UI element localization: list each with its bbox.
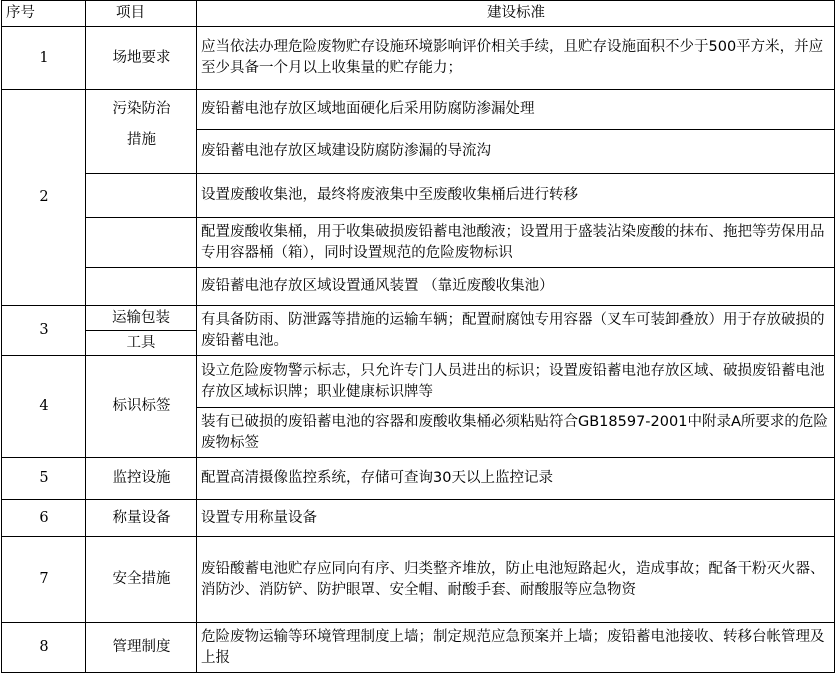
row-standard: 危险废物运输等环境管理制度上墙；制定规范应急预案并上墙；废铅蓄电池接收、转移台帐管理及上报	[197, 623, 835, 673]
row-standard: 废铅蓄电池存放区域地面硬化后采用防腐防渗漏处理	[197, 90, 835, 130]
table-row	[2, 500, 835, 537]
row-standard: 有具备防雨、防泄露等措施的运输车辆；配置耐腐蚀专用容器（叉车可装卸叠放）用于存放破损的废铅蓄电池。	[197, 306, 835, 356]
row-standard: 废铅蓄电池存放区域设置通风装置 （靠近废酸收集池）	[197, 268, 835, 306]
row-item: 措施	[86, 130, 197, 174]
table-row	[2, 27, 835, 90]
header-standard: 建设标准	[197, 1, 835, 27]
row-item-empty	[86, 218, 197, 268]
row-standard: 废铅酸蓄电池贮存应同向有序、归类整齐堆放，防止电池短路起火，造成事故；配备干粉灭火器、消防沙、消防铲、防护眼罩、安全帽、耐酸手套、耐酸服等应急物资	[197, 537, 835, 623]
row-number: 2	[2, 90, 86, 306]
row-standard: 配置废酸收集桶，用于收集破损废铅蓄电池酸液；设置用于盛装沾染废酸的抹布、拖把等劳保用品专用容器桶（箱），同时设置规范的危险废物标识	[197, 218, 835, 268]
row-standard: 配置高清摄像监控系统，存储可查询30天以上监控记录	[197, 458, 835, 500]
row-standard: 设置专用称量设备	[197, 500, 835, 537]
row-item: 场地要求	[86, 27, 197, 90]
row-item: 称量设备	[86, 500, 197, 537]
row-number: 1	[2, 27, 86, 90]
row-item: 安全措施	[86, 537, 197, 623]
table-row	[2, 306, 835, 356]
table-row	[2, 458, 835, 500]
row-number: 8	[2, 623, 86, 673]
row-item-empty	[86, 268, 197, 306]
row-number: 4	[2, 356, 86, 458]
table-row	[2, 174, 835, 218]
row-number: 6	[2, 500, 86, 537]
row-item-line1: 运输包装	[86, 306, 196, 331]
table-row	[2, 537, 835, 623]
row-item-empty	[86, 174, 197, 218]
table-row	[2, 268, 835, 306]
row-item	[86, 306, 197, 356]
table-row	[2, 218, 835, 268]
header-item: 项目	[86, 1, 197, 27]
row-standard: 设立危险废物警示标志，只允许专门人员进出的标识；设置废铅蓄电池存放区域、破损废铅蓄电池存放区域标识牌；职业健康标识牌等	[197, 356, 835, 408]
header-seq: 序号	[2, 1, 86, 27]
row-number: 3	[2, 306, 86, 356]
table-row	[2, 130, 835, 174]
row-item: 监控设施	[86, 458, 197, 500]
table-row	[2, 90, 835, 130]
table-header-row	[2, 1, 835, 27]
row-item: 污染防治	[86, 90, 197, 130]
row-item: 管理制度	[86, 623, 197, 673]
table-row	[2, 623, 835, 673]
row-standard: 设置废酸收集池，最终将废液集中至废酸收集桶后进行转移	[197, 174, 835, 218]
row-item-line2: 工具	[126, 335, 156, 351]
row-number: 7	[2, 537, 86, 623]
table-row	[2, 356, 835, 408]
row-item: 标识标签	[86, 356, 197, 458]
row-standard: 应当依法办理危险废物贮存设施环境影响评价相关手续，且贮存设施面积不少于500平方米，并应至少具备一个月以上收集量的贮存能力；	[197, 27, 835, 90]
row-number: 5	[2, 458, 86, 500]
row-standard: 废铅蓄电池存放区域建设防腐防渗漏的导流沟	[197, 130, 835, 174]
row-standard: 装有已破损的废铅蓄电池的容器和废酸收集桶必须粘贴符合GB18597-2001中附录A所要求的危险废物标签	[197, 408, 835, 458]
construction-standards-table	[1, 0, 835, 673]
